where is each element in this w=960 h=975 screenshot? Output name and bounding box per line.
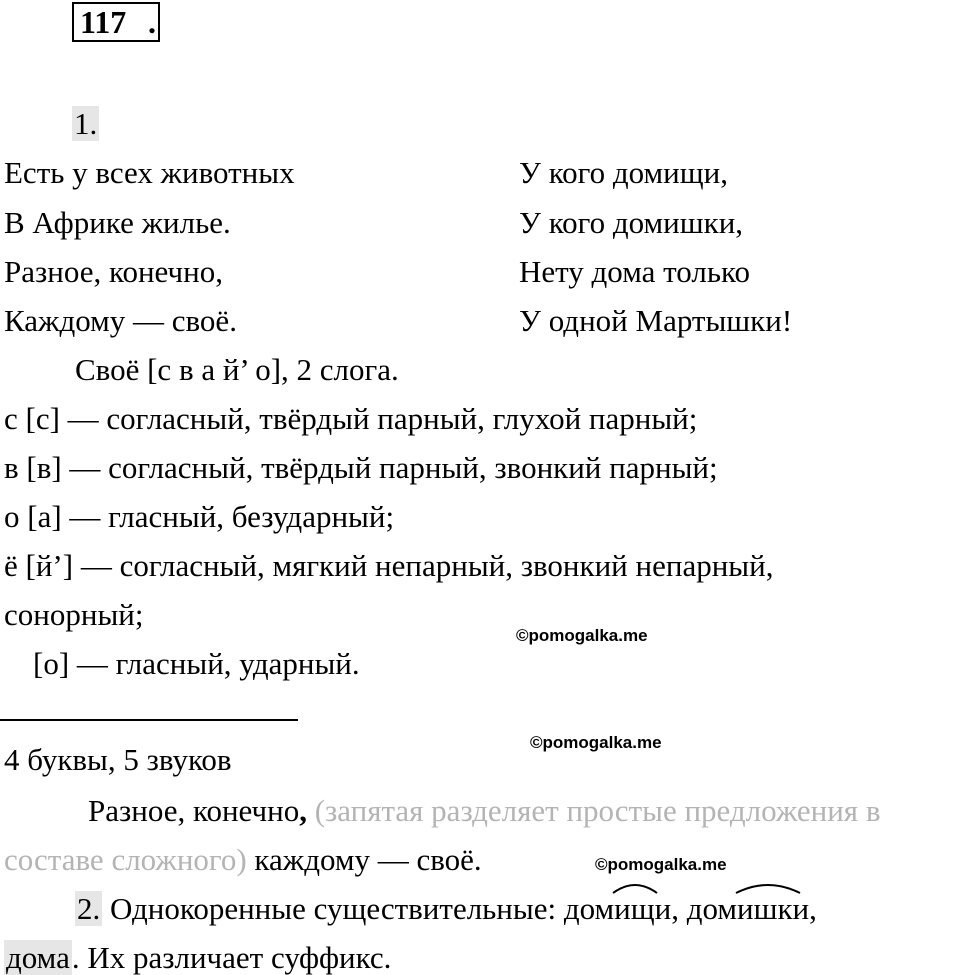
watermark-1: ©pomogalka.me xyxy=(516,626,648,645)
analysis-count: 4 буквы, 5 звуков xyxy=(4,742,232,777)
analysis-line-5: сонорный; xyxy=(4,597,144,632)
part2-line-1 xyxy=(75,893,817,924)
part2-line2-rest: . Их различает суффикс. xyxy=(71,940,392,975)
sentence-comma: , xyxy=(299,793,307,828)
sentence-part2: каждому — своё. xyxy=(254,842,482,877)
suffix-arc-1 xyxy=(612,879,658,895)
analysis-line-2: в [в] — согласный, твёрдый парный, звонкий парный; xyxy=(4,450,718,485)
part2-label: 2. xyxy=(77,891,101,926)
poem-right-line-2: У кого домишки, xyxy=(519,205,744,240)
part2-text-mid1: и, дом xyxy=(654,891,738,926)
analysis-line-3: о [а] — гласный, безударный; xyxy=(4,499,395,534)
sentence-part1: Разное, конечно xyxy=(88,793,300,828)
poem-left-line-1: Есть у всех животных xyxy=(4,155,295,190)
task-number: 117 xyxy=(80,4,127,40)
poem-right-line-3: Нету дома только xyxy=(519,254,750,289)
watermark-2: ©pomogalka.me xyxy=(530,733,662,752)
part2-line-2 xyxy=(4,942,391,973)
task-number-dot: . xyxy=(148,4,156,40)
suffix-arc-2 xyxy=(735,879,801,895)
sentence-line-2 xyxy=(4,844,482,875)
suffix-ishk: ишк xyxy=(737,893,793,924)
word-doma: дома xyxy=(6,940,70,975)
poem-left-line-2: В Африке жилье. xyxy=(4,205,231,240)
sentence-line-1 xyxy=(88,795,880,826)
poem-right-line-4: У одной Мартышки! xyxy=(519,303,793,338)
part1-label: 1. xyxy=(74,106,98,141)
analysis-line-4: ё [й’] — согласный, мягкий непарный, звонкий непарный, xyxy=(4,548,774,583)
watermark-3: ©pomogalka.me xyxy=(595,855,727,874)
analysis-word-line: Своё [с в а й’ о], 2 слога. xyxy=(75,352,399,387)
analysis-line-1: с [с] — согласный, твёрдый парный, глухой парный; xyxy=(4,401,698,436)
poem-left-line-4: Каждому — своё. xyxy=(4,303,237,338)
analysis-line-6: [о] — гласный, ударный. xyxy=(33,646,360,681)
part2-text-mid2: и, xyxy=(792,891,817,926)
punctuation-note-line1: (запятая разделяет простые предложения в xyxy=(314,793,881,828)
poem-right-line-1: У кого домищи, xyxy=(519,155,728,190)
part2-text-before: Однокоренные существительные: дом xyxy=(110,891,615,926)
suffix-ishch: ищ xyxy=(614,893,654,924)
separator-rule xyxy=(0,719,298,721)
poem-left-line-3: Разное, конечно, xyxy=(4,254,223,289)
punctuation-note-line2: составе сложного) xyxy=(4,842,247,877)
